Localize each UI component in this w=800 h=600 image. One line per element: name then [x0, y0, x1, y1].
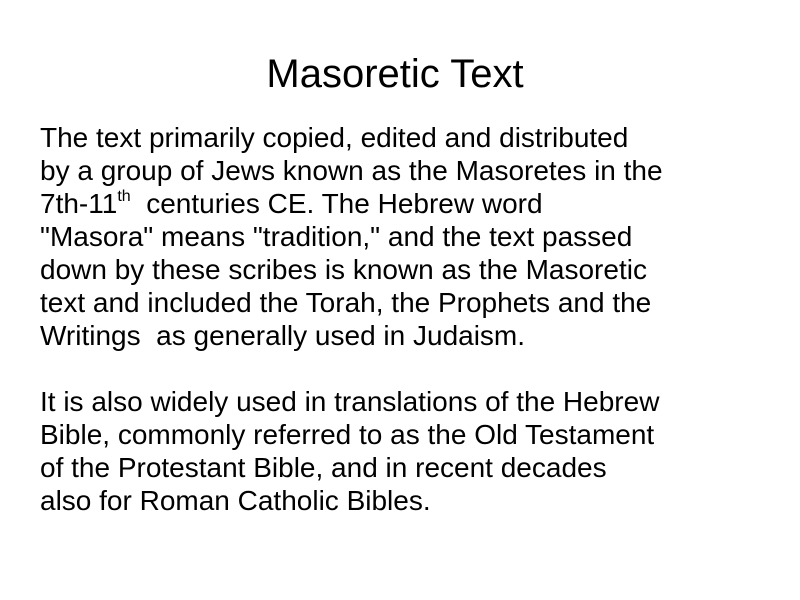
paragraph-masoretes	[40, 121, 785, 352]
century-range: 7th-11	[40, 188, 118, 219]
body-line: of the Protestant Bible, and in recent decades	[40, 452, 607, 483]
body-line: Writings as generally used in Judaism.	[40, 320, 526, 351]
body-line: "Masora" means "tradition," and the text passed	[40, 221, 633, 252]
body-line: The text primarily copied, edited and distributed	[40, 122, 629, 153]
paragraph-spacer	[40, 352, 785, 385]
slide-body	[40, 121, 785, 517]
centuries-text: centuries CE. The Hebrew word	[130, 188, 543, 219]
body-line: Bible, commonly referred to as the Old Testament	[40, 419, 655, 450]
body-line: text and included the Torah, the Prophets and the	[40, 287, 652, 318]
body-line: by a group of Jews known as the Masoretes in the	[40, 155, 663, 186]
body-line: down by these scribes is known as the Masoretic	[40, 254, 647, 285]
body-line: also for Roman Catholic Bibles.	[40, 485, 431, 516]
paragraph-translations	[40, 385, 785, 517]
slide-title: Masoretic Text	[266, 52, 524, 96]
body-line-centuries	[40, 187, 785, 220]
body-line: It is also widely used in translations of the Hebrew	[40, 386, 660, 417]
ordinal-suffix: th	[117, 188, 131, 205]
